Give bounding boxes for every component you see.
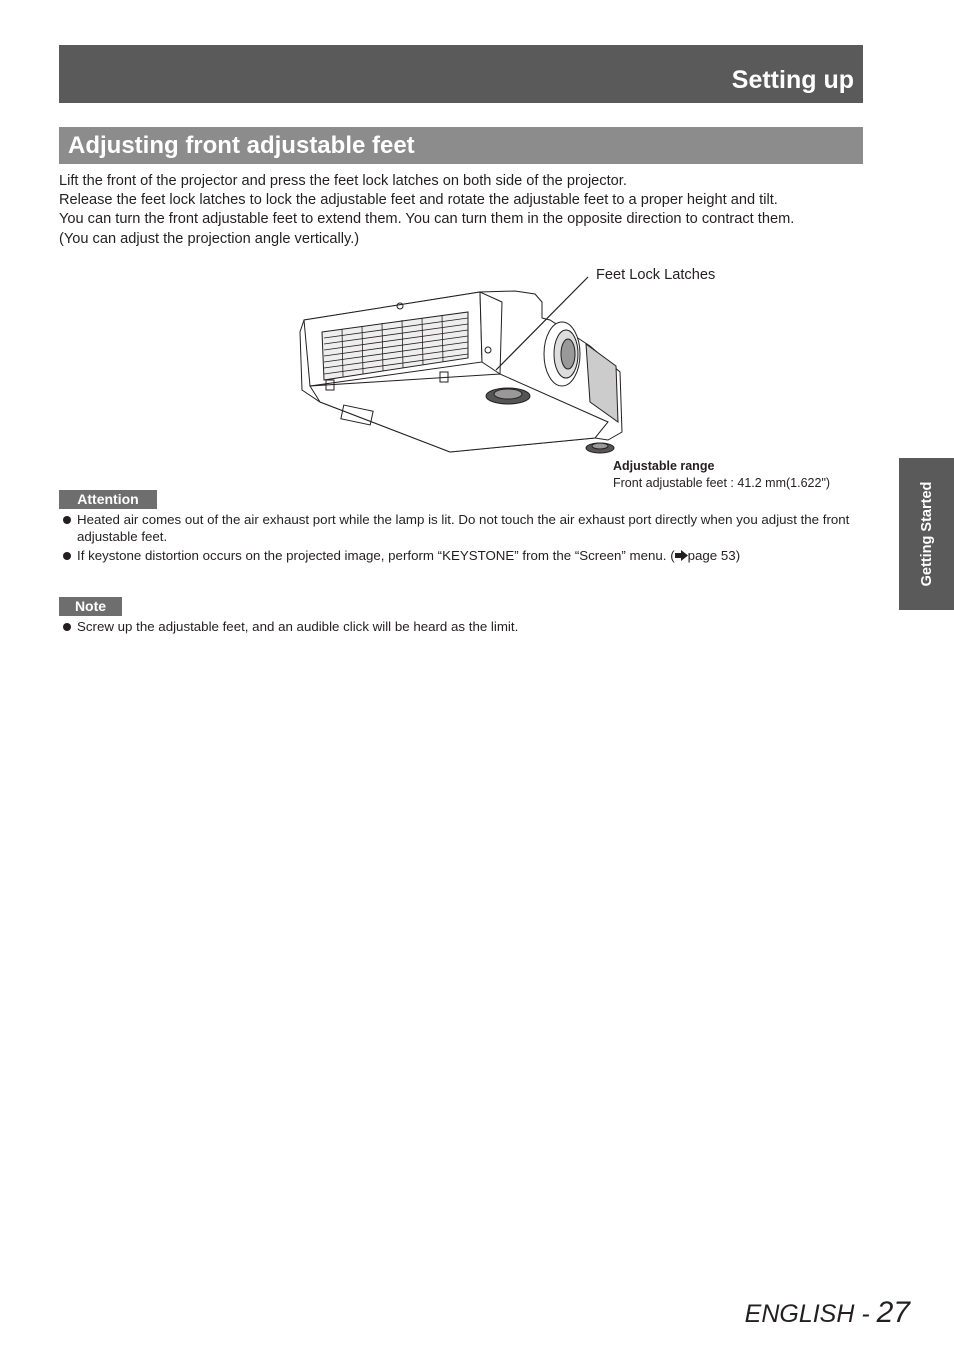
list-item-text: If keystone distortion occurs on the projected image, perform “KEYSTONE” from the “Screen” menu. (: [77, 547, 675, 563]
intro-text: [59, 172, 863, 249]
intro-line: You can turn the front adjustable feet to extend them. You can turn them in the opposite direction to contract them.: [59, 211, 795, 228]
intro-line: (You can adjust the projection angle vertically.): [59, 230, 360, 247]
adjustable-range-value: Front adjustable feet : 41.2 mm(1.622"): [613, 476, 831, 490]
note-list: [59, 618, 863, 636]
section-bar: [59, 127, 863, 164]
side-tab-label: Getting Started: [918, 481, 935, 587]
page-reference: page 53): [687, 547, 741, 563]
intro-line: Lift the front of the projector and press the feet lock latches on both side of the projector.: [59, 173, 627, 189]
adjustable-range: [613, 458, 830, 492]
footer-separator: -: [854, 1300, 877, 1328]
adjustable-range-title: Adjustable range: [613, 459, 715, 473]
page-header-title: Setting up: [731, 66, 854, 94]
feet-lock-latches-callout: Feet Lock Latches: [596, 267, 716, 283]
list-item: Screw up the adjustable feet, and an audible click will be heard as the limit.: [59, 618, 863, 635]
intro-line: Release the feet lock latches to lock the adjustable feet and rotate the adjustable feet to a proper height and tilt.: [59, 192, 778, 209]
page-footer: [745, 1297, 910, 1330]
arrow-right-icon: [675, 548, 688, 565]
page-number: 27: [876, 1296, 910, 1329]
section-title: Adjusting front adjustable feet: [68, 132, 415, 159]
attention-list: [59, 511, 863, 566]
header-bar: [59, 45, 863, 103]
attention-label: Attention: [59, 490, 157, 509]
footer-language: ENGLISH: [744, 1300, 855, 1328]
note-label: Note: [59, 597, 122, 616]
side-tab: [899, 458, 954, 610]
projector-figure: [290, 262, 870, 494]
list-item: [59, 547, 863, 565]
list-item: Heated air comes out of the air exhaust port while the lamp is lit. Do not touch the air exhaust port directly when you adjust the front adjustable feet.: [59, 511, 863, 546]
